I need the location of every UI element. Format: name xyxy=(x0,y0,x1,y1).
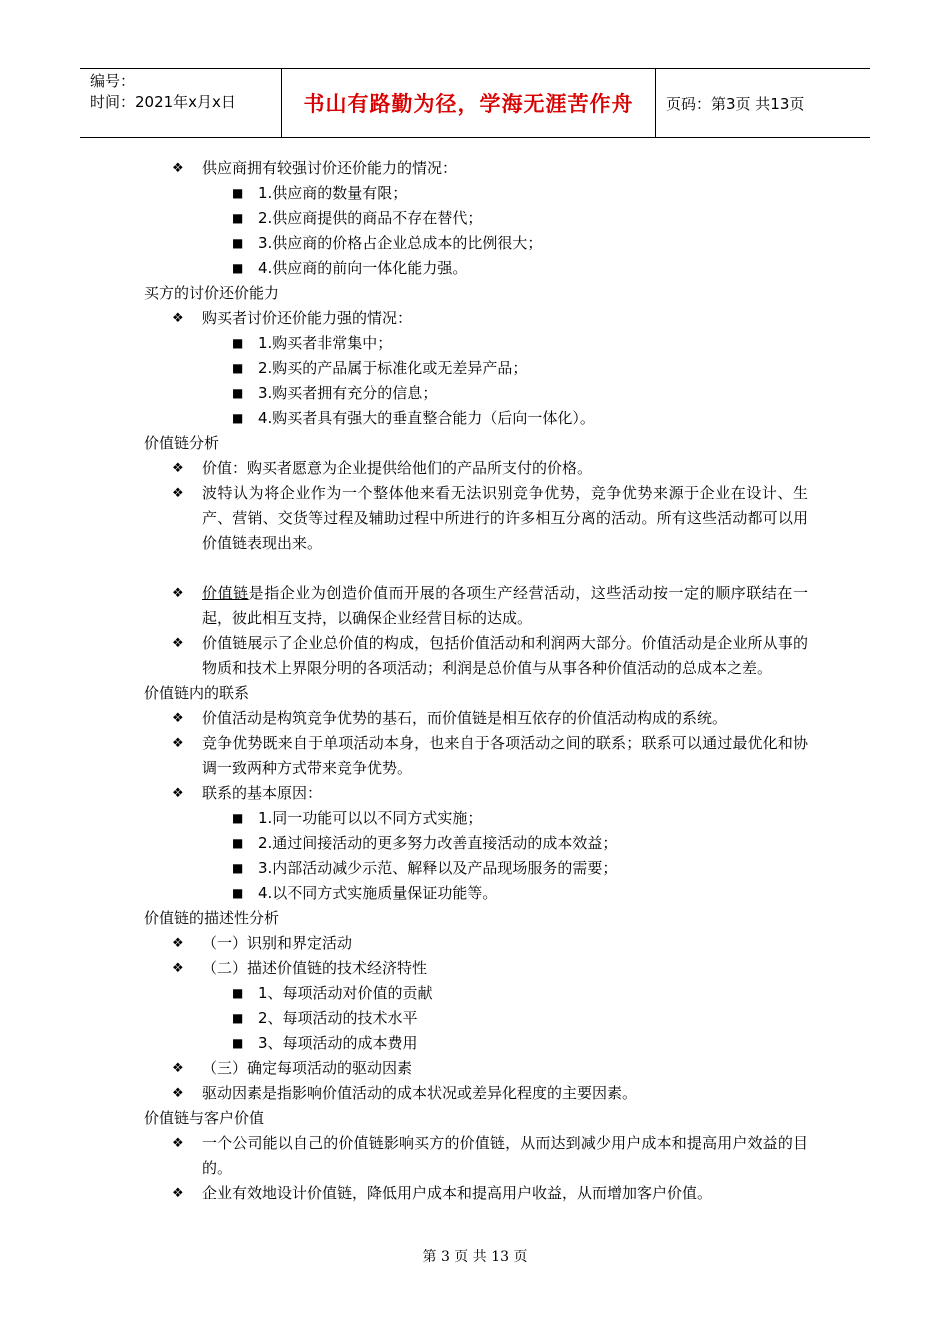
square-bullet-icon: ■ xyxy=(232,361,244,375)
list-item: （三）确定每项活动的驱动因素 xyxy=(202,1059,413,1077)
sub-list-item: 2.购买的产品属于标准化或无差异产品； xyxy=(258,359,528,377)
square-bullet-icon: ■ xyxy=(232,236,244,250)
sub-list-item: 3.供应商的价格占企业总成本的比例很大； xyxy=(258,234,543,252)
term-value-chain: 价值链 xyxy=(202,584,249,602)
list-item: 驱动因素是指影响价值活动的成本状况或差异化程度的主要因素。 xyxy=(202,1084,638,1102)
diamond-bullet-icon: ❖ xyxy=(172,1136,184,1151)
list-item: 联系的基本原因： xyxy=(202,784,323,802)
sub-list-item: 2、每项活动的技术水平 xyxy=(258,1009,418,1027)
paragraph: 波特认为将企业作为一个整体他来看无法识别竞争优势，竞争优势来源于企业在设计、生产、营销、交货等过程及辅助过程中所进行的许多相互分离的活动。所有这些活动都可以用价值链表现出来。 xyxy=(202,484,808,552)
sub-list-item: 1.购买者非常集中； xyxy=(258,334,393,352)
sub-list-item: 4.以不同方式实施质量保证功能等。 xyxy=(258,884,498,902)
list-item: 企业有效地设计价值链，降低用户成本和提高用户收益，从而增加客户价值。 xyxy=(202,1184,713,1202)
diamond-bullet-icon: ❖ xyxy=(172,1086,184,1101)
square-bullet-icon: ■ xyxy=(232,261,244,275)
list-item: 购买者讨价还价能力强的情况： xyxy=(202,309,413,327)
time-label: 时间：2021年x月x日 xyxy=(90,93,236,111)
page-footer: 第 3 页 共 13 页 xyxy=(422,1249,528,1265)
square-bullet-icon: ■ xyxy=(232,186,244,200)
diamond-bullet-icon: ❖ xyxy=(172,786,184,801)
sub-list-item: 4.供应商的前向一体化能力强。 xyxy=(258,259,468,277)
header-meta xyxy=(80,69,282,137)
square-bullet-icon: ■ xyxy=(232,1011,244,1025)
square-bullet-icon: ■ xyxy=(232,886,244,900)
square-bullet-icon: ■ xyxy=(232,1036,244,1050)
section-heading: 价值链分析 xyxy=(144,434,220,452)
sub-list-item: 2.供应商提供的商品不存在替代； xyxy=(258,209,483,227)
diamond-bullet-icon: ❖ xyxy=(172,936,184,951)
section-heading: 价值链内的联系 xyxy=(144,684,250,702)
diamond-bullet-icon: ❖ xyxy=(172,486,184,501)
sub-list-item: 1.同一功能可以以不同方式实施； xyxy=(258,809,483,827)
diamond-bullet-icon: ❖ xyxy=(172,1186,184,1201)
sub-list-item: 3.内部活动减少示范、解释以及产品现场服务的需要； xyxy=(258,859,618,877)
sub-list-item: 1、每项活动对价值的贡献 xyxy=(258,984,433,1002)
diamond-bullet-icon: ❖ xyxy=(172,636,184,651)
section-heading: 价值链的描述性分析 xyxy=(144,909,280,927)
sub-list-item: 3.购买者拥有充分的信息； xyxy=(258,384,438,402)
square-bullet-icon: ■ xyxy=(232,336,244,350)
diamond-bullet-icon: ❖ xyxy=(172,961,184,976)
document-body xyxy=(0,156,950,1206)
list-item: 价值活动是构筑竞争优势的基石，而价值链是相互依存的价值活动构成的系统。 xyxy=(202,709,728,727)
sub-list-item: 2.通过间接活动的更多努力改善直接活动的成本效益； xyxy=(258,834,618,852)
paragraph: 价值链展示了企业总价值的构成，包括价值活动和利润两大部分。价值活动是企业所从事的物质和技术上界限分明的各项活动；利润是总价值与从事各种价值活动的总成本之差。 xyxy=(202,634,808,677)
diamond-bullet-icon: ❖ xyxy=(172,461,184,476)
number-label: 编号： xyxy=(90,72,136,90)
diamond-bullet-icon: ❖ xyxy=(172,1061,184,1076)
diamond-bullet-icon: ❖ xyxy=(172,711,184,726)
square-bullet-icon: ■ xyxy=(232,386,244,400)
list-item: （一）识别和界定活动 xyxy=(202,934,353,952)
paragraph: 竞争优势既来自于单项活动本身，也来自于各项活动之间的联系；联系可以通过最优化和协调一致两种方式带来竞争优势。 xyxy=(202,734,808,777)
square-bullet-icon: ■ xyxy=(232,861,244,875)
list-item: （二）描述价值链的技术经济特性 xyxy=(202,959,428,977)
diamond-bullet-icon: ❖ xyxy=(172,586,184,601)
sub-list-item: 1.供应商的数量有限； xyxy=(258,184,408,202)
diamond-bullet-icon: ❖ xyxy=(172,311,184,326)
paragraph: 一个公司能以自己的价值链影响买方的价值链，从而达到减少用户成本和提高用户效益的目的。 xyxy=(202,1134,808,1177)
paragraph: 价值链是指企业为创造价值而开展的各项生产经营活动，这些活动按一定的顺序联结在一起，彼此相互支持，以确保企业经营目标的达成。 xyxy=(202,584,808,627)
section-heading: 价值链与客户价值 xyxy=(144,1109,265,1127)
diamond-bullet-icon: ❖ xyxy=(172,736,184,751)
list-item: 价值：购买者愿意为企业提供给他们的产品所支付的价格。 xyxy=(202,459,593,477)
diamond-bullet-icon: ❖ xyxy=(172,161,184,176)
sub-list-item: 3、每项活动的成本费用 xyxy=(258,1034,418,1052)
sub-list-item: 4.购买者具有强大的垂直整合能力（后向一体化）。 xyxy=(258,409,595,427)
square-bullet-icon: ■ xyxy=(232,411,244,425)
list-item: 供应商拥有较强讨价还价能力的情况： xyxy=(202,159,458,177)
square-bullet-icon: ■ xyxy=(232,211,244,225)
header-motto: 书山有路勤为径，学海无涯苦作舟 xyxy=(282,69,656,137)
page-header xyxy=(80,68,870,138)
square-bullet-icon: ■ xyxy=(232,836,244,850)
square-bullet-icon: ■ xyxy=(232,986,244,1000)
section-heading: 买方的讨价还价能力 xyxy=(144,284,280,302)
header-page-label: 页码：第3页 共13页 xyxy=(666,94,805,113)
square-bullet-icon: ■ xyxy=(232,811,244,825)
